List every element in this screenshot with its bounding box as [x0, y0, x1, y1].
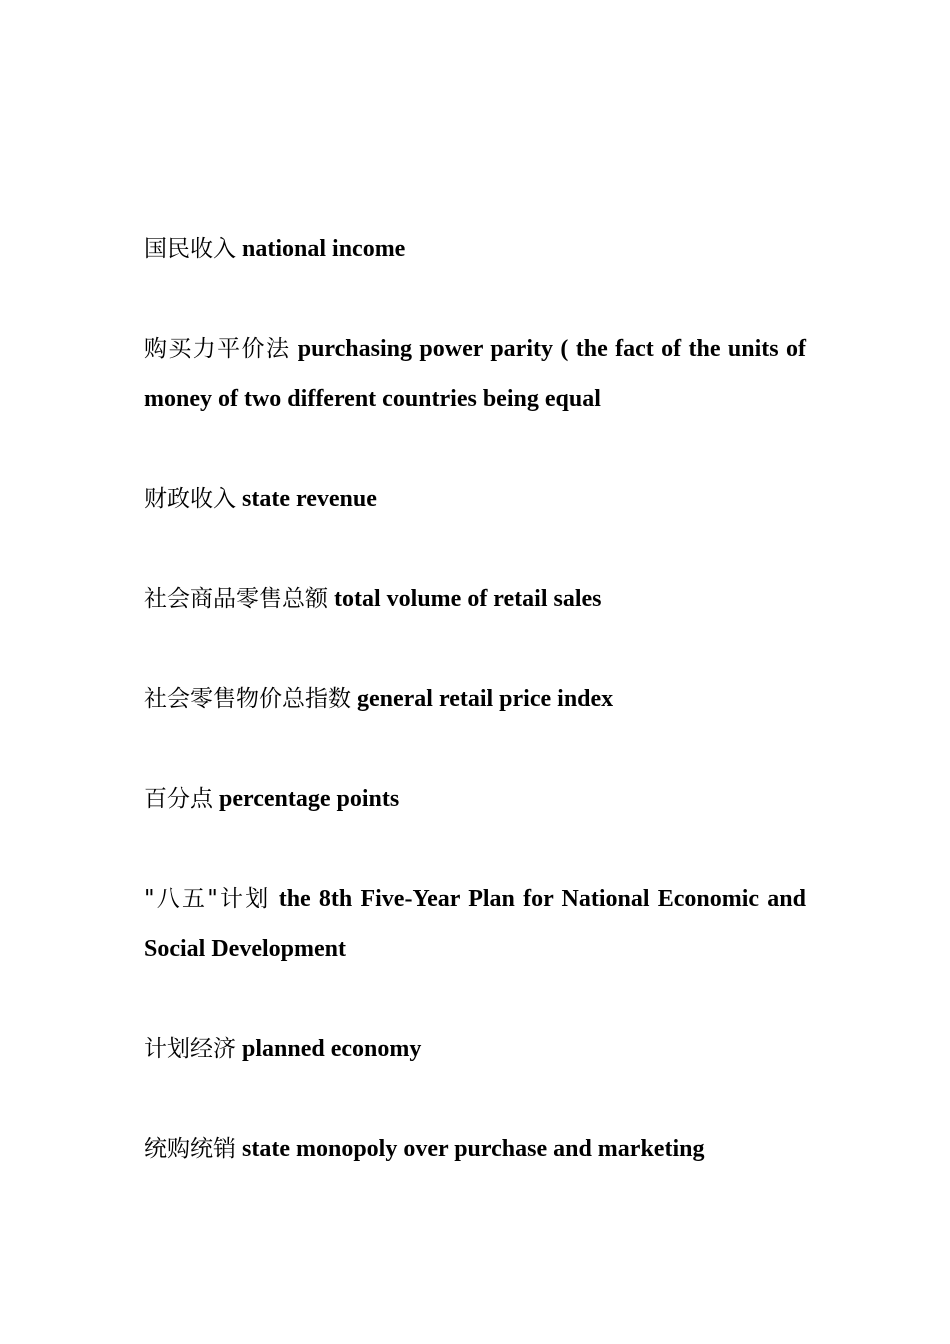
chinese-term: 社会零售物价总指数 [144, 686, 351, 712]
glossary-entry [144, 674, 806, 724]
glossary-entry [144, 324, 806, 424]
english-term: purchasing power parity ( the fact of the units of money of two different countries being equal [144, 336, 807, 412]
glossary-entry [144, 874, 806, 974]
glossary-entry [144, 1024, 806, 1074]
glossary-list [144, 224, 806, 1224]
english-term: planned economy [242, 1036, 422, 1062]
english-term: state monopoly over purchase and marketing [242, 1136, 705, 1162]
english-term: total volume of retail sales [334, 586, 602, 612]
chinese-term: 社会商品零售总额 [144, 586, 328, 612]
english-term: state revenue [242, 486, 377, 512]
chinese-term: 财政收入 [144, 486, 236, 512]
english-term: percentage points [219, 786, 400, 812]
english-term: national income [242, 236, 406, 262]
glossary-entry [144, 774, 806, 824]
glossary-entry [144, 474, 806, 524]
chinese-term: 统购统销 [144, 1136, 236, 1162]
chinese-term: 百分点 [144, 786, 213, 812]
english-term: the 8th Five-Year Plan for National Economic and Social Development [144, 886, 806, 962]
english-term: general retail price index [357, 686, 614, 712]
glossary-entry [144, 1124, 806, 1174]
chinese-term: 国民收入 [144, 236, 236, 262]
chinese-term: 购买力平价法 [144, 336, 291, 362]
glossary-entry [144, 224, 806, 274]
glossary-entry [144, 574, 806, 624]
chinese-term: 计划经济 [144, 1036, 236, 1062]
chinese-term: "八五"计划 [144, 886, 271, 912]
